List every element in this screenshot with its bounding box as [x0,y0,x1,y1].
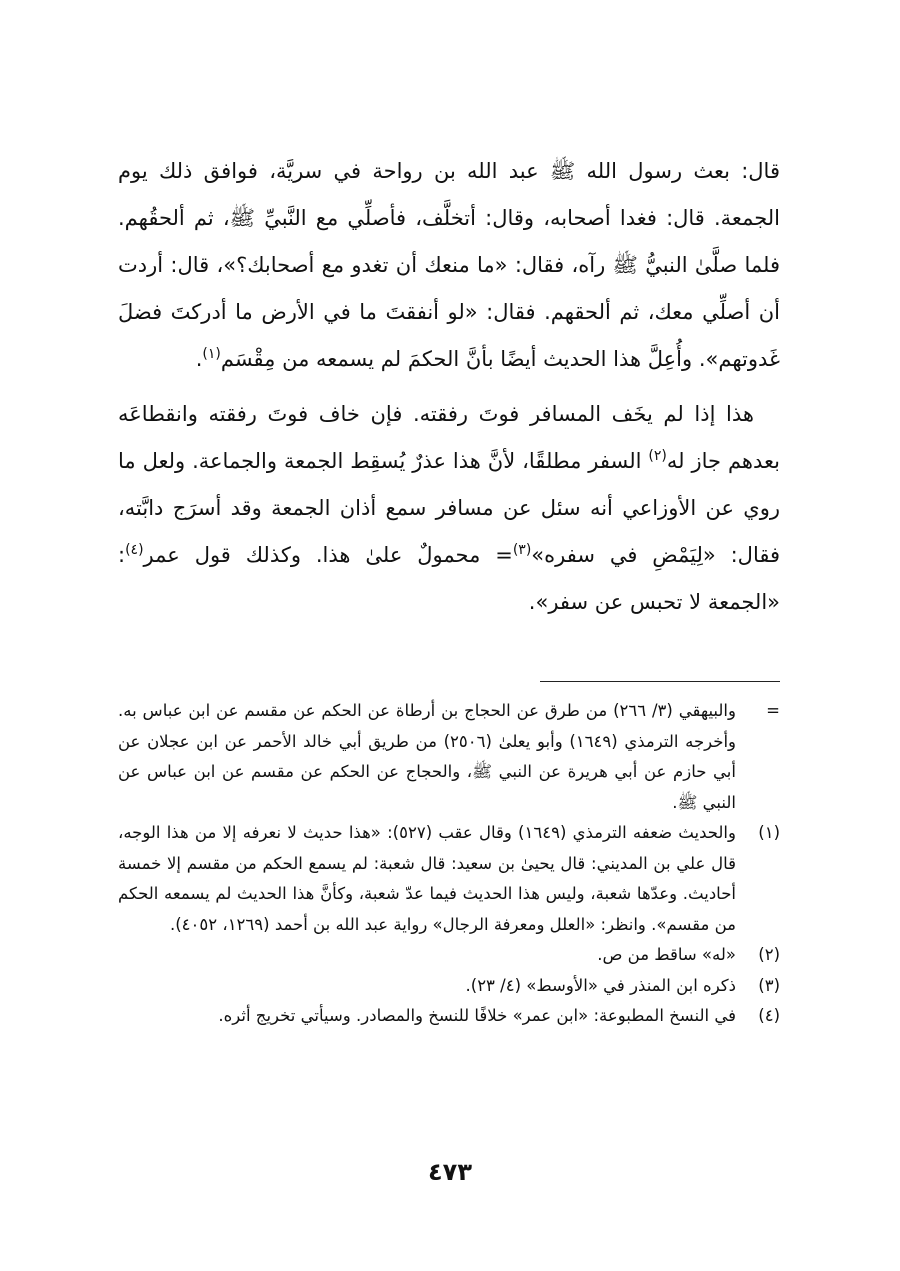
footnote-text: في النسخ المطبوعة: «ابن عمر» خلافًا للنسخ والمصادر. وسيأتي تخريج أثره. [218,1006,736,1025]
footnote-text: والبيهقي (٣/ ٢٦٦) من طرق عن الحجاج بن أرطاة عن الحكم عن مقسم عن ابن عباس به. وأخرجه الترمذي (١٦٤٩) وأبو يعلىٰ (٢٥٠٦) من طريق أبي خالد الأحمر عن ابن عجلان عن أبي حازم عن أبي هريرة عن النبي ﷺ، والحجاج عن الحكم عن مقسم عن ابن عباس عن النبي ﷺ. [118,701,737,812]
footnote-text: ذكره ابن المنذر في «الأوسط» (٤/ ٢٣). [465,975,736,995]
footnotes [118,696,780,1032]
paragraph-1 [118,148,780,383]
paragraph-2-text-4: : «الجمعة لا تحبس عن سفر». [118,543,780,614]
footnote-continued [118,696,780,818]
paragraph-2-text-1: هذا إذا لم يخَف المسافر فوتَ رفقته. فإن خاف فوتَ رفقته وانقطاعَه بعدهم جاز له [118,402,780,473]
paragraph-2-text-2: السفر مطلقًا، لأنَّ هذا عذرٌ يُسقِط الجمعة والجماعة. ولعل ما روي عن الأوزاعي أنه سئل عن مسافر سمع أذان الجمعة وقد أسرَج دابَّته، فقال: «لِيَمْضِ في سفره» [118,449,781,567]
footnote-marker: = [766,701,780,720]
footnote-marker: (١) [758,823,780,842]
footnote-marker: (٣) [758,975,780,995]
footnote-3 [118,971,780,1002]
footnote-marker: (٢) [758,945,780,964]
footnote-ref-1[interactable]: (١) [202,346,221,362]
paragraph-2-text-3: = محمولٌ علىٰ هذا. وكذلك قول عمر [143,543,513,567]
footnote-ref-2[interactable]: (٢) [648,448,667,464]
page-number: ٤٧٣ [428,1158,472,1186]
main-text [118,148,780,626]
footnote-marker: (٤) [758,1006,780,1025]
paragraph-2 [118,391,780,626]
footnote-text: «له» ساقط من ص. [597,945,736,964]
footnote-4 [118,1001,780,1032]
footnote-text: والحديث ضعفه الترمذي (١٦٤٩) وقال عقب (٥٢٧): «هذا حديث لا نعرفه إلا من هذا الوجه، قال علي بن المديني: قال يحيىٰ بن سعيد: قال شعبة: لم يسمع الحكم من مقسم إلا خمسة أحاديث. وعدّها شعبة، وليس هذا الحديث فيما عدّ شعبة، وكأنَّ هذا الحديث لم يسمعه الحكم من مقسم». وانظر: «العلل ومعرفة الرجال» رواية عبد الله بن أحمد (١٢٦٩، ٤٠٥٢). [118,823,736,934]
footnote-2 [118,940,780,971]
footnote-1 [118,818,780,940]
footnote-ref-3[interactable]: (٣) [512,542,532,558]
paragraph-1-end: . [195,347,203,371]
paragraph-1-text: قال: بعث رسول الله ﷺ عبد الله بن رواحة في سريَّة، فوافق ذلك يوم الجمعة. قال: فغدا أصحابه، وقال: أتخلَّف، فأصلِّي مع النَّبيِّ ﷺ، ثم ألحقُهم. فلما صلَّىٰ النبيُّ ﷺ رآه، فقال: «ما منعك أن تغدو مع أصحابك؟»، قال: أردت أن أصلِّي معك، ثم ألحقهم. فقال: «لو أنفقتَ ما في الأرض ما أدركتَ فضلَ غَدوتهم». وأُعِلَّ هذا الحديث أيضًا بأنَّ الحكمَ لم يسمعه من مِقْسَم [118,159,780,371]
footnote-separator [540,681,780,682]
footnote-ref-4[interactable]: (٤) [125,542,144,558]
